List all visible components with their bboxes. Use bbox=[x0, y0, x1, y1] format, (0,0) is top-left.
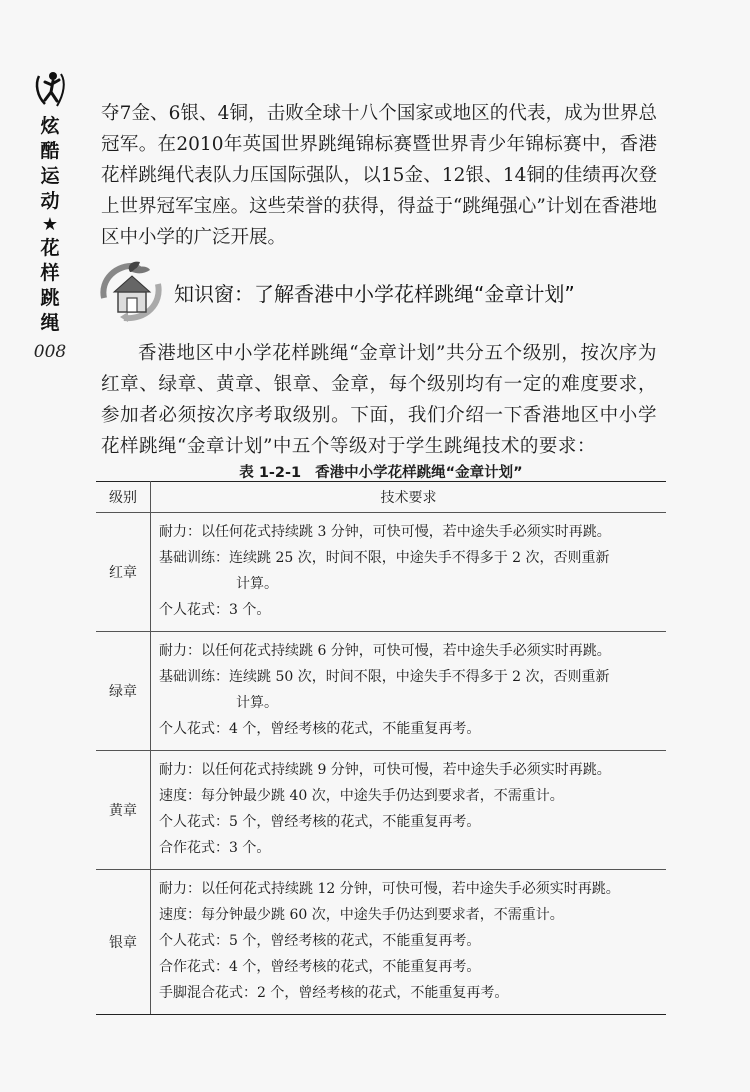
sidebar-char: 跳 bbox=[40, 287, 60, 309]
intro-paragraph: 夺7金、6银、4铜，击败全球十八个国家或地区的代表，成为世界总冠军。在2010年英国世界跳绳锦标赛暨世界青少年锦标赛中，香港花样跳绳代表队力压国际强队，以15金、12银、14铜的佳绩再次登上世界冠军宝座。这些荣誉的获得，得益于“跳绳强心”计划在香港地区中小学的广泛开展。 bbox=[101, 103, 657, 248]
requirement-line: 耐力：以任何花式持续跳 9 分钟，可快可慢，若中途失手必须实时再跳。 bbox=[159, 762, 611, 778]
requirement-line: 速度：每分钟最少跳 60 次，中途失手仍达到要求者，不需重计。 bbox=[159, 907, 564, 923]
requirements-cell bbox=[151, 513, 667, 632]
grade-name: 红章 bbox=[96, 513, 151, 632]
table-caption bbox=[96, 461, 666, 482]
jump-rope-figure-icon bbox=[33, 70, 67, 110]
grade-name: 银章 bbox=[96, 870, 151, 1015]
body-paragraph: 香港地区中小学花样跳绳“金章计划”共分五个级别，按次序为红章、绿章、黄章、银章、金章，每个级别均有一定的难度要求，参加者必须按次序考取级别。下面，我们介绍一下香港地区中小学花样跳绳“金章计划”中五个等级对于学生跳绳技术的要求： bbox=[101, 343, 657, 457]
grade-name: 绿章 bbox=[96, 632, 151, 751]
grade-name: 黄章 bbox=[96, 751, 151, 870]
header-grade: 级别 bbox=[96, 482, 151, 513]
requirement-line: 个人花式：3 个。 bbox=[159, 602, 271, 618]
requirements-cell bbox=[151, 632, 667, 751]
requirement-line: 基础训练：连续跳 25 次，时间不限，中途失手不得多于 2 次，否则重新 bbox=[159, 550, 610, 566]
table-row bbox=[96, 513, 666, 632]
requirement-line: 合作花式：3 个。 bbox=[159, 840, 271, 856]
header-requirements: 技术要求 bbox=[151, 482, 667, 513]
requirement-line: 速度：每分钟最少跳 40 次，中途失手仍达到要求者，不需重计。 bbox=[159, 788, 564, 804]
requirement-line: 耐力：以任何花式持续跳 3 分钟，可快可慢，若中途失手必须实时再跳。 bbox=[159, 524, 611, 540]
sidebar-char: 花 bbox=[40, 237, 60, 259]
sidebar-series-title bbox=[22, 70, 78, 362]
gold-medal-plan-table bbox=[96, 481, 666, 1015]
requirement-line: 个人花式：5 个，曾经考核的花式，不能重复再考。 bbox=[159, 933, 481, 949]
section-title: 知识窗：了解香港中小学花样跳绳“金章计划” bbox=[174, 282, 575, 306]
sidebar-char: 动 bbox=[40, 190, 60, 212]
requirement-line: 计算。 bbox=[236, 695, 278, 711]
requirements-cell bbox=[151, 870, 667, 1015]
requirement-line: 个人花式：5 个，曾经考核的花式，不能重复再考。 bbox=[159, 814, 481, 830]
page-number: 008 bbox=[33, 342, 67, 362]
table-caption-number: 表 1-2-1 bbox=[239, 465, 302, 481]
table-row bbox=[96, 751, 666, 870]
table-header-row bbox=[96, 482, 666, 513]
table-row bbox=[96, 632, 666, 751]
sidebar-char: 样 bbox=[40, 262, 60, 284]
requirement-line: 合作花式：4 个，曾经考核的花式，不能重复再考。 bbox=[159, 959, 481, 975]
requirement-line: 个人花式：4 个，曾经考核的花式，不能重复再考。 bbox=[159, 721, 481, 737]
requirement-line: 计算。 bbox=[236, 576, 278, 592]
requirement-line: 基础训练：连续跳 50 次，时间不限，中途失手不得多于 2 次，否则重新 bbox=[159, 669, 610, 685]
knowledge-window-house-icon bbox=[96, 258, 166, 324]
sidebar-char: 酷 bbox=[40, 140, 60, 162]
sidebar-char: 炫 bbox=[40, 115, 60, 137]
requirements-cell bbox=[151, 751, 667, 870]
requirement-line: 耐力：以任何花式持续跳 12 分钟，可快可慢，若中途失手必须实时再跳。 bbox=[159, 881, 620, 897]
requirement-line: 手脚混合花式：2 个，曾经考核的花式，不能重复再考。 bbox=[159, 985, 509, 1001]
star-icon: ★ bbox=[41, 214, 59, 235]
table-caption-title: 香港中小学花样跳绳“金章计划” bbox=[315, 465, 523, 481]
sidebar-char: 运 bbox=[40, 165, 60, 187]
table-row bbox=[96, 870, 666, 1015]
section-heading bbox=[96, 258, 666, 324]
sidebar-char: 绳 bbox=[40, 312, 60, 334]
requirement-line: 耐力：以任何花式持续跳 6 分钟，可快可慢，若中途失手必须实时再跳。 bbox=[159, 643, 611, 659]
